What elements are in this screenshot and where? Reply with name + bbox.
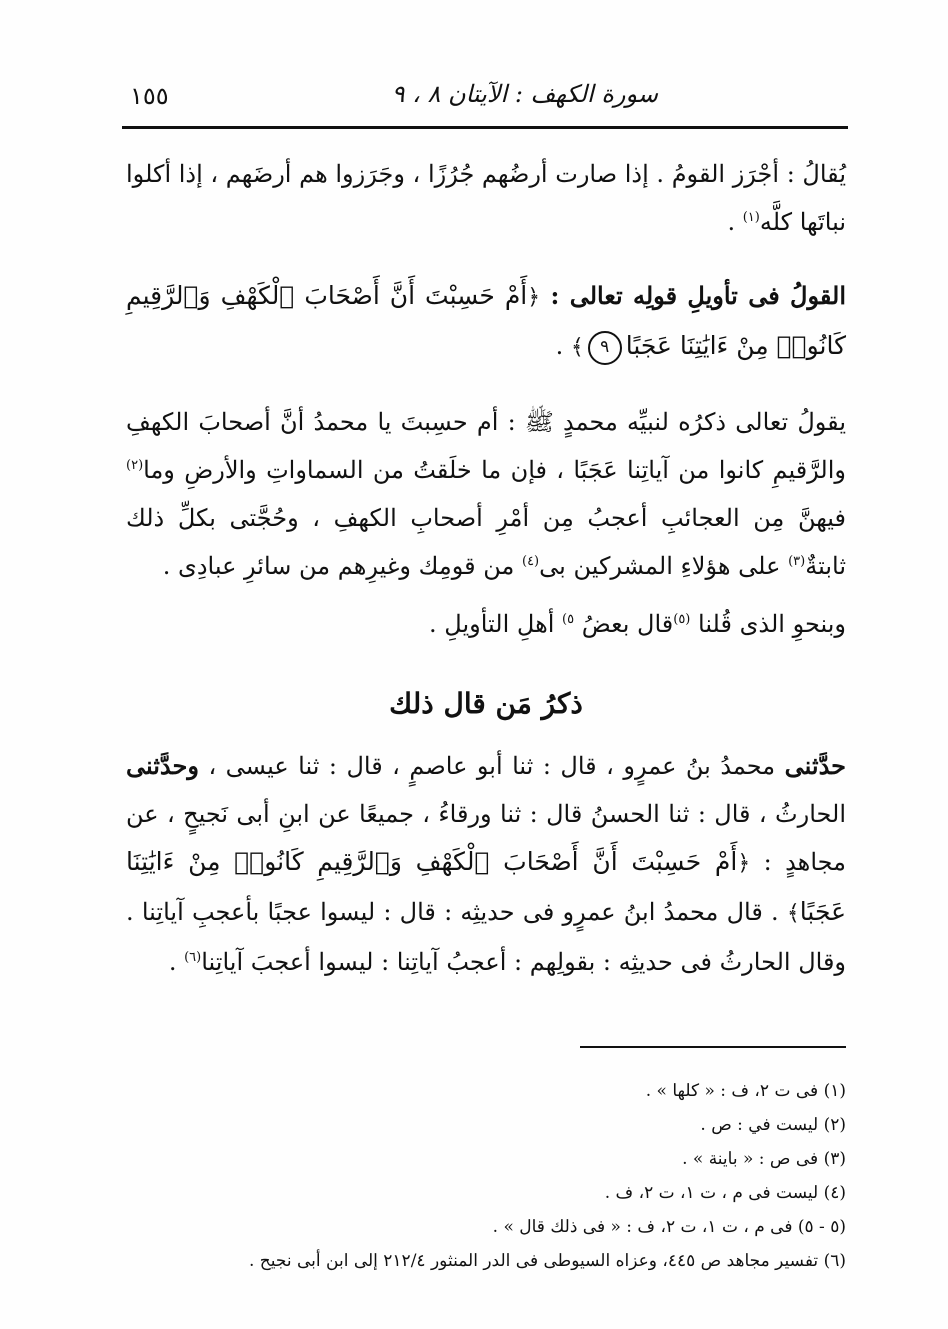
footnote-ref-3: (٣) — [788, 554, 806, 569]
paragraph-3 — [126, 398, 846, 590]
page-header — [122, 80, 848, 120]
running-title: سورة الكهف : الآيتان ٨ ، ٩ — [391, 80, 658, 108]
paragraph-5-text-a: محمدُ بنُ عمرٍو ، قال : ثنا أبو عاصمٍ ، قال : ثنا عيسى ، — [198, 752, 785, 780]
footnote-ref-1: (١) — [742, 210, 760, 225]
quran-close-bracket: ﴾ — [570, 335, 584, 360]
paragraph-4-text-b: قال بعضُ — [574, 610, 674, 638]
paragraph-3-text-c: على هؤلاءِ المشركين بى — [539, 552, 789, 580]
quran-verse: أَمْ حَسِبْتَ أَنَّ أَصْحَابَ ٱلْكَهْفِ وَٱلرَّقِيمِ كَانُوا۟ مِنْ ءَايَٰتِنَا عَجَبًا — [126, 281, 846, 360]
paragraph-3-text-b: فيهنَّ مِن العجائبِ أعجبُ مِن أمْرِ أصحابِ الكهفِ ، وحُجَّتى بكلِّ ذلك ثابتةٌ — [126, 504, 847, 580]
paragraph-2 — [126, 272, 846, 372]
paragraph-4-text-c: أهلِ التأويلِ . — [429, 610, 563, 638]
quran-close-bracket-2: ﴾ — [786, 901, 800, 926]
page-number: ١٥٥ — [130, 82, 169, 110]
footnote-3: (٣) فى ص : « باينة » . — [682, 1149, 846, 1169]
header-rule — [122, 126, 848, 129]
page-body — [126, 150, 846, 986]
footnote-ref-6: (٦) — [184, 950, 202, 965]
paragraph-2-end: . — [555, 332, 571, 360]
paragraph-5-text-b: الحارثُ ، قال : ثنا الحسنُ قال : ثنا ورقاءُ ، جميعًا عن ابنِ أبى نَجيحٍ ، عن مجاهدٍ : — [126, 800, 846, 876]
footnote-1: (١) فى ت ٢، ف : « كلها » . — [645, 1081, 846, 1101]
footnote-5: (٥ - ٥) فى م ، ت ١، ت ٢، ف : « فى ذلك قال » . — [492, 1217, 846, 1237]
footnote-ref-5-open: (٥) — [673, 612, 691, 627]
footnote-ref-2: (٢) — [126, 458, 144, 473]
footnote-4: (٤) ليست فى م ، ت ١، ت ٢، ف . — [604, 1183, 846, 1203]
paragraph-5-text-d: . — [168, 948, 185, 976]
paragraph-4-text-a: وبنحوِ الذى قُلنا — [690, 610, 846, 638]
ayah-number-marker: ٩ — [588, 331, 622, 365]
tafsir-lead: القولُ فى تأويلِ قولِه تعالى : — [540, 281, 846, 310]
footnote-ref-5-close: ٥) — [562, 612, 575, 627]
paragraph-3-text-d: من قومِك وغيرِهم من سائرِ عبادِى . — [162, 552, 522, 580]
isnad-lead-1: حدَّثنى — [784, 751, 846, 780]
paragraph-1 — [126, 150, 846, 246]
footnote-ref-4: (٤) — [521, 554, 540, 569]
footnote-rule — [580, 1046, 846, 1048]
footnotes — [120, 1074, 846, 1278]
paragraph-3-text-a: يقولُ تعالى ذكرُه لنبيِّه محمدٍ ﷺ : أم حسِبتَ يا محمدُ أنَّ أصحابَ الكهفِ والرَّقيمِ كانوا من آياتِنا عَجَبًا ، فإن ما خلَقتُ من السماواتِ والأرضِ وما — [126, 408, 846, 484]
section-heading: ذكرُ مَن قال ذلك — [389, 687, 583, 720]
quran-verse-2: أَمْ حَسِبْتَ أَنَّ أَصْحَابَ ٱلْكَهْفِ وَٱلرَّقِيمِ كَانُوا۟ مِنْ ءَايَٰتِنَا عَجَبًا — [126, 847, 846, 926]
isnad-lead-2: وحدَّثنى — [126, 751, 199, 780]
paragraph-1-text: يُقالُ : أجْرَز القومُ . إذا صارت أرضُهم جُرُزًا ، وجَرَزوا هم أرضَهم ، إذا أكلوا نباتَها كلَّه — [126, 160, 846, 236]
footnote-2: (٢) ليست في : ص . — [700, 1115, 846, 1135]
quran-open-bracket-2: ﴿ — [737, 851, 751, 876]
paragraph-1-end: . — [727, 208, 743, 236]
paragraph-4 — [126, 600, 846, 648]
paragraph-5 — [126, 742, 846, 986]
paragraph-5-text-c: . قال محمدُ ابنُ عمرٍو فى حديثِه : قال : ليسوا عجبًا بأعجبِ آياتِنا . وقال الحارثُ فى حديثِه : بقولِهم : أعجبُ آياتِنا : ليسوا أعجبَ آياتِنا — [126, 898, 846, 976]
quran-open-bracket: ﴿ — [527, 285, 541, 310]
footnote-6: (٦) تفسير مجاهد ص ٤٤٥، وعزاه السيوطى فى الدر المنثور ٢١٢/٤ إلى ابن أبى نجيح . — [248, 1251, 846, 1271]
